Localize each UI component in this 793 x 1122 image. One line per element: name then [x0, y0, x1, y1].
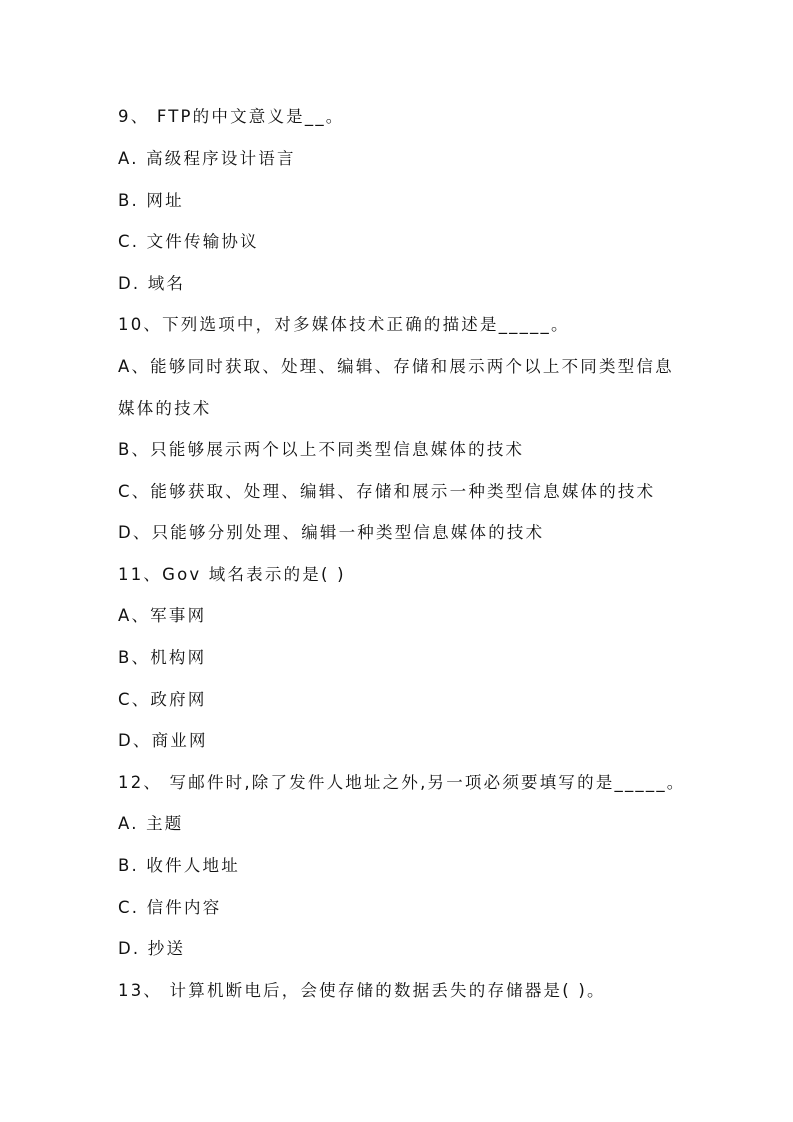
question-10-option-c: C、能够获取、处理、编辑、存储和展示一种类型信息媒体的技术 — [118, 482, 656, 501]
question-11-option-d: D、商业网 — [118, 731, 208, 750]
question-9-option-c: C. 文件传输协议 — [118, 232, 259, 251]
question-11-stem: 11、Gov 域名表示的是( ) — [118, 565, 346, 584]
question-10-stem: 10、下列选项中，对多媒体技术正确的描述是_____。 — [118, 315, 570, 334]
question-10-option-d: D、只能够分别处理、编辑一种类型信息媒体的技术 — [118, 523, 545, 542]
question-10-option-b: B、只能够展示两个以上不同类型信息媒体的技术 — [118, 440, 525, 459]
question-12-option-c: C. 信件内容 — [118, 898, 222, 917]
question-12-option-d: D. 抄送 — [118, 939, 186, 958]
question-12-option-b: B. 收件人地址 — [118, 856, 240, 875]
question-9-option-b: B. 网址 — [118, 191, 184, 210]
question-13-stem: 13、 计算机断电后，会使存储的数据丢失的存储器是( )。 — [118, 981, 606, 1000]
question-10-option-a-continued: 媒体的技术 — [118, 399, 212, 418]
question-12-option-a: A. 主题 — [118, 814, 184, 833]
question-10-option-a: A、能够同时获取、处理、编辑、存储和展示两个以上不同类型信息 — [118, 357, 674, 376]
question-12-stem: 12、 写邮件时,除了发件人地址之外,另一项必须要填写的是_____。 — [118, 773, 686, 792]
question-9-option-a: A. 高级程序设计语言 — [118, 149, 296, 168]
question-11-option-b: B、机构网 — [118, 648, 207, 667]
question-11-option-a: A、军事网 — [118, 606, 207, 625]
question-9-stem: 9、 FTP的中文意义是__。 — [118, 107, 345, 126]
question-11-option-c: C、政府网 — [118, 690, 207, 709]
question-9-option-d: D. 域名 — [118, 274, 186, 293]
